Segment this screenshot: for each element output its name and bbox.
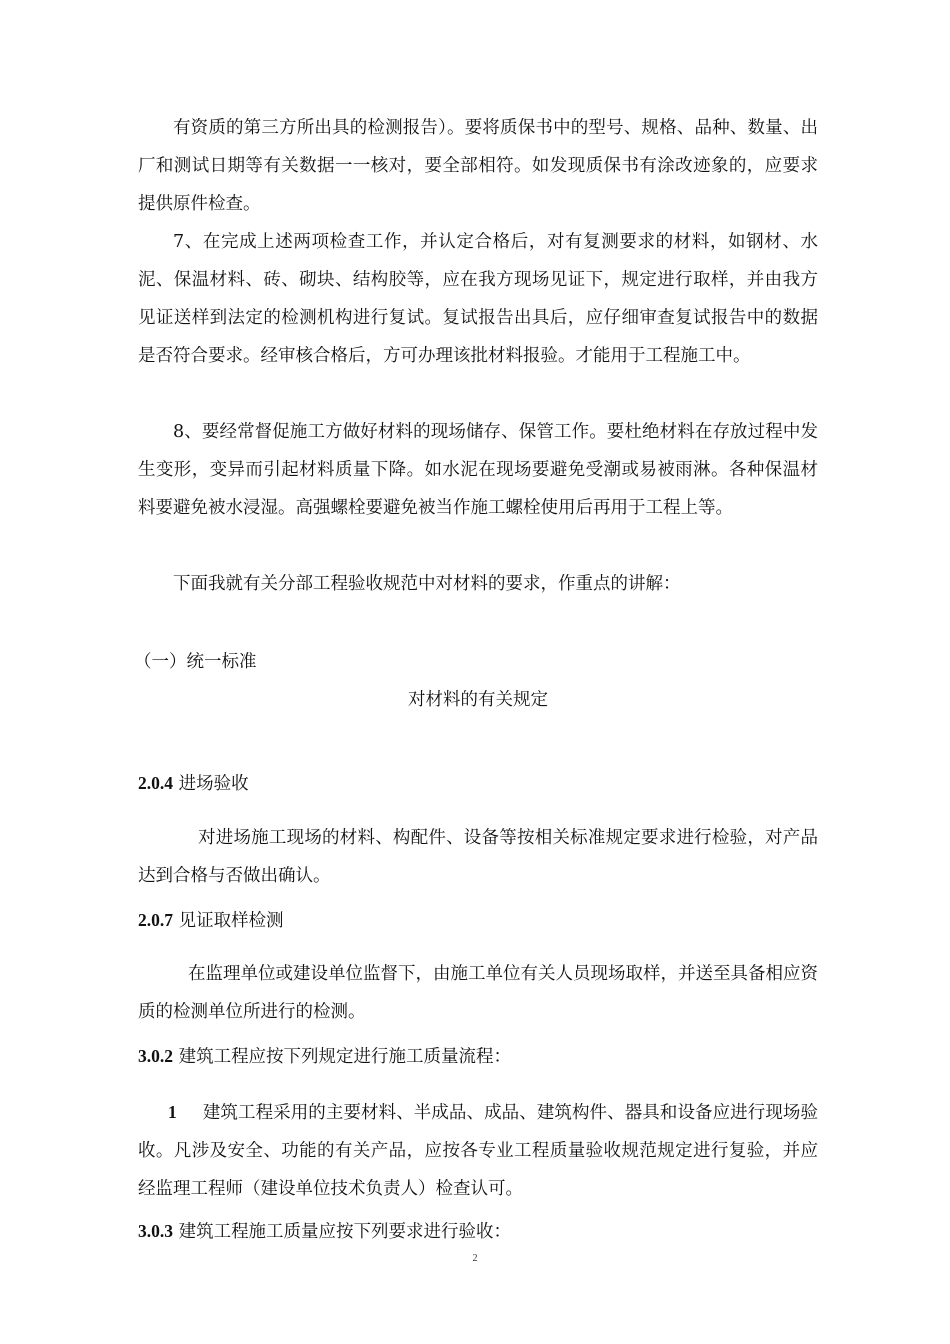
item-title: 见证取样检测 <box>173 911 284 931</box>
sub-item-number: 1 <box>168 1102 177 1122</box>
paragraph-quality-certificate: 有资质的第三方所出具的检测报告）。要将质保书中的型号、规格、品种、数量、出厂和测试日期等有关数据一一核对，要全部相符。如发现质保书有涂改迹象的，应要求提供原件检查。 <box>138 118 818 214</box>
item-number: 2.0.7 <box>138 910 173 930</box>
item-3-0-2-sub-1 <box>138 1093 818 1208</box>
paragraph-item-7: 7、在完成上述两项检查工作，并认定合格后，对有复测要求的材料，如钢材、水泥、保温材料、砖、砌块、结构胶等，应在我方现场见证下，规定进行取样，并由我方见证送样到法定的检测机构进行复试。复试报告出具后，应仔细审查复试报告中的数据是否符合要求。经审核合格后，方可办理该批材料报验。才能用于工程施工中。 <box>138 232 818 366</box>
item-title: 建筑工程施工质量应按下列要求进行验收： <box>173 1222 512 1242</box>
paragraph-intro: 下面我就有关分部工程验收规范中对材料的要求，作重点的讲解： <box>173 574 681 594</box>
item-2-0-7-body: 在监理单位或建设单位监督下，由施工单位有关人员现场取样，并送至具备相应资质的检测单位所进行的检测。 <box>138 964 818 1022</box>
item-number: 3.0.2 <box>138 1046 173 1066</box>
item-3-0-3-heading <box>138 1212 818 1251</box>
item-3-0-2-heading <box>138 1037 818 1076</box>
page-number: 2 <box>472 1253 478 1264</box>
item-2-0-7-heading <box>138 901 818 940</box>
item-title: 进场验收 <box>173 774 249 794</box>
item-number: 2.0.4 <box>138 773 173 793</box>
sub-item-body: 建筑工程采用的主要材料、半成品、成品、建筑构件、器具和设备应进行现场验收。凡涉及安全、功能的有关产品，应按各专业工程质量验收规范规定进行复验，并应经监理工程师（建设单位技术负责人）检查认可。 <box>138 1103 818 1199</box>
section-title: 对材料的有关规定 <box>408 690 548 710</box>
item-2-0-4-body: 对进场施工现场的材料、构配件、设备等按相关标准规定要求进行检验，对产品达到合格与否做出确认。 <box>138 828 818 886</box>
section-label: （一）统一标准 <box>134 652 257 672</box>
paragraph-item-8: 8、要经常督促施工方做好材料的现场储存、保管工作。要杜绝材料在存放过程中发生变形，变异而引起材料质量下降。如水泥在现场要避免受潮或易被雨淋。各种保温材料要避免被水浸湿。高强螺栓要避免被当作施工螺栓使用后再用于工程上等。 <box>138 422 818 518</box>
item-2-0-4-heading <box>138 764 818 803</box>
item-title: 建筑工程应按下列规定进行施工质量流程： <box>173 1047 512 1067</box>
item-number: 3.0.3 <box>138 1221 173 1241</box>
